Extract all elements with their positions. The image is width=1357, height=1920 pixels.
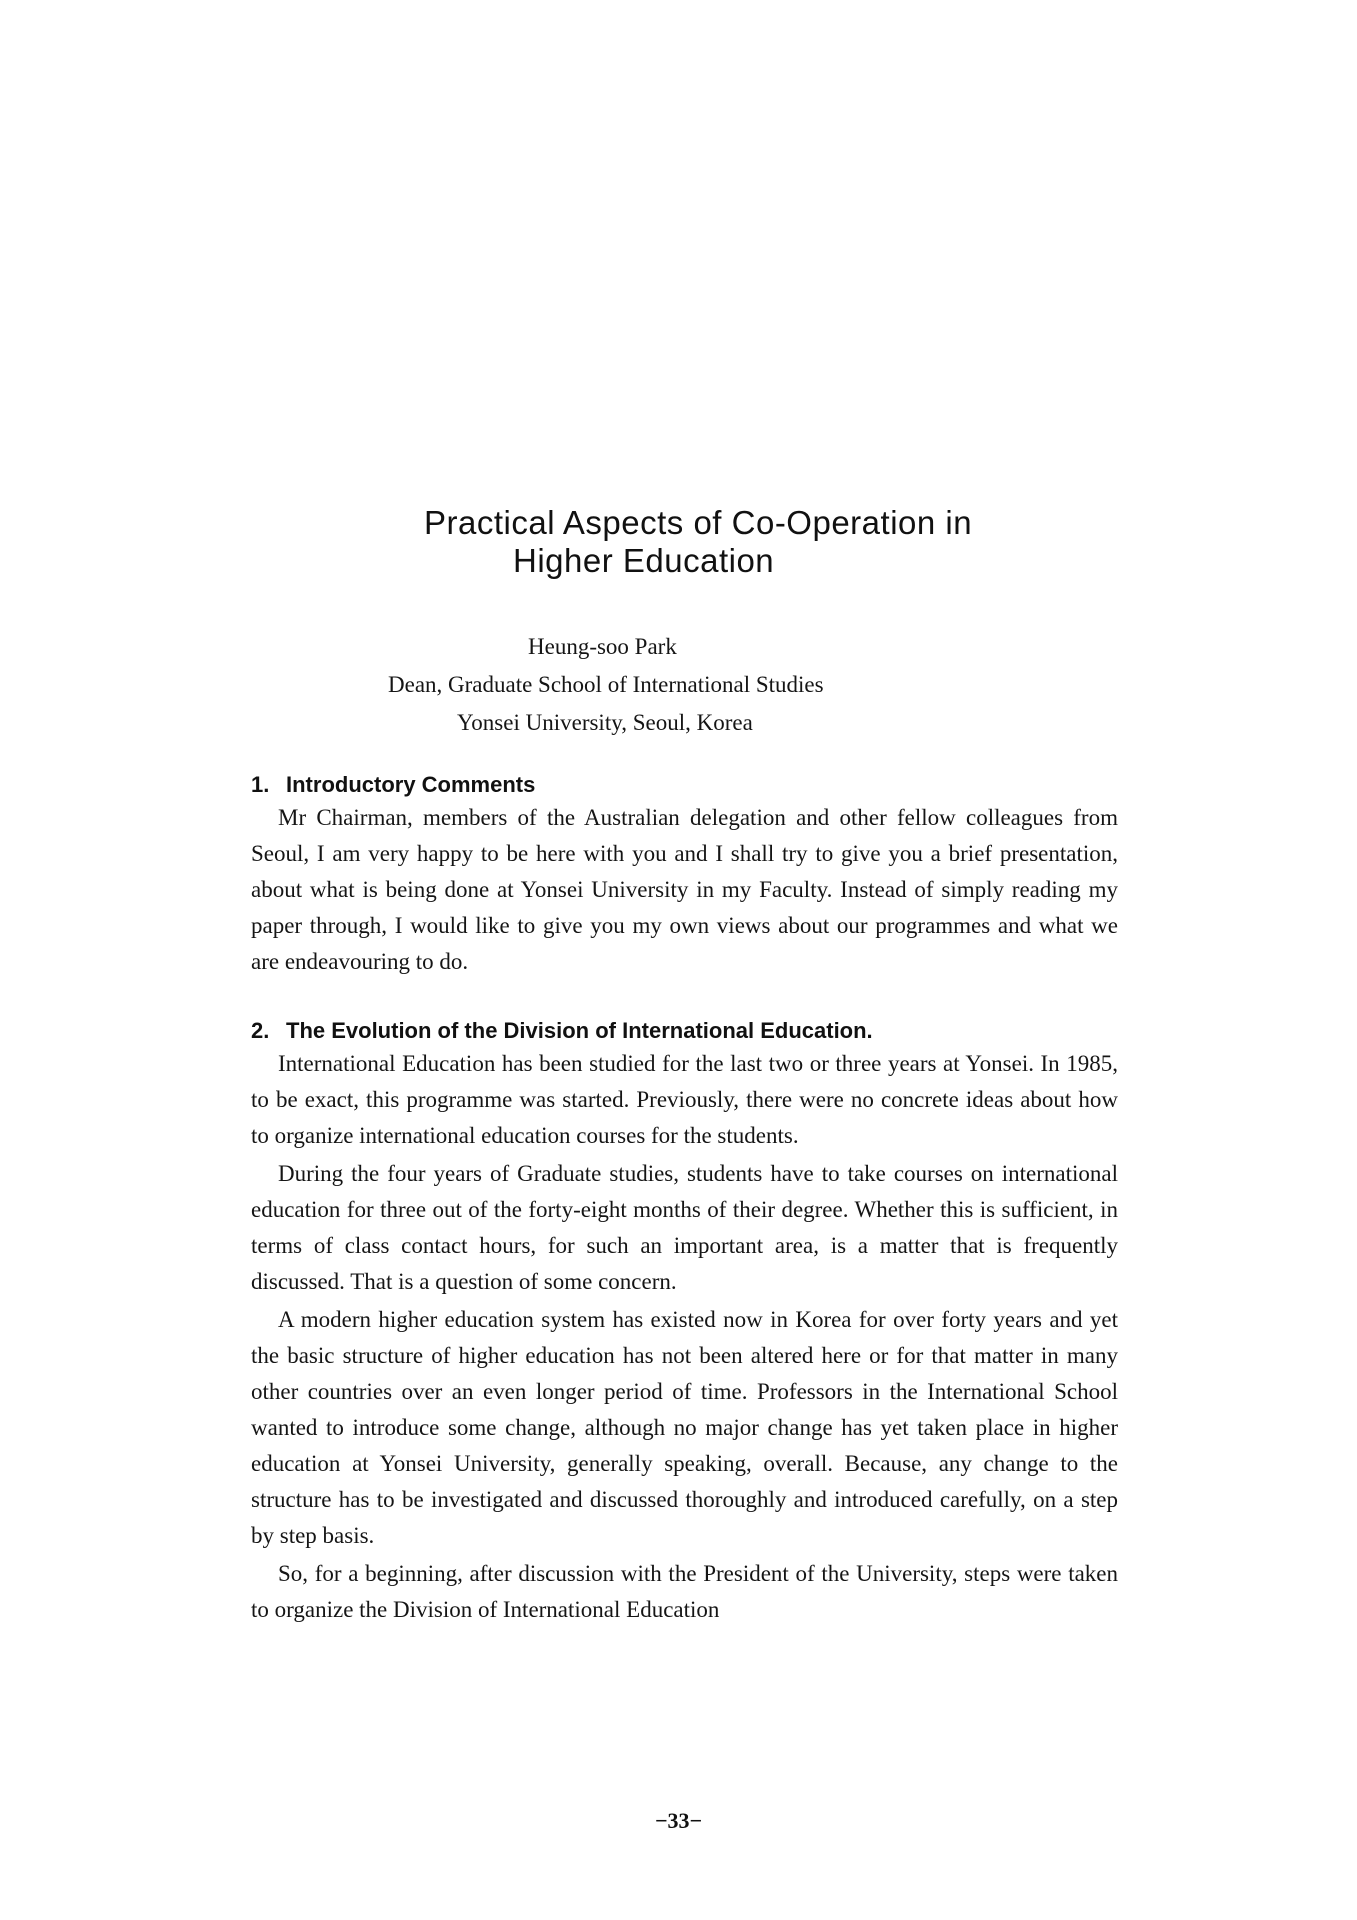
section-evolution-of-division <box>251 1016 1118 1628</box>
body-column <box>251 770 1118 1628</box>
section-title: Introductory Comments <box>286 772 536 797</box>
paragraph: Mr Chairman, members of the Australian delegation and other fellow colleagues from Seoul, I am very happy to be here with you and I shall try to give you a brief presentation, about what is being done at Yonsei University in my Faculty. Instead of simply reading my paper through, I would like to give you my own views about our programmes and what we are endeavouring to do. <box>251 805 1118 974</box>
section-heading <box>251 770 1118 800</box>
section-heading <box>251 1016 1118 1046</box>
byline <box>300 628 1060 742</box>
paper-title-line-2: Higher Education <box>513 542 775 579</box>
author-institution: Yonsei University, Seoul, Korea <box>457 710 753 735</box>
page-number: −33− <box>654 1808 703 1833</box>
author-name: Heung-soo Park <box>528 634 677 659</box>
section-introductory-comments <box>251 770 1118 980</box>
paper-title <box>300 504 1020 580</box>
section-number: 2. <box>251 1018 270 1043</box>
author-affiliation: Dean, Graduate School of International Studies <box>388 672 824 697</box>
paragraph: So, for a beginning, after discussion with the President of the University, steps were taken to organize the Division of International Education <box>251 1561 1118 1622</box>
paragraph: During the four years of Graduate studies, students have to take courses on international education for three out of the forty-eight months of their degree. Whether this is sufficient, in terms of class contact hours, for such an important area, is a matter that is frequently discussed. That is a question of some concern. <box>251 1161 1118 1294</box>
section-title: The Evolution of the Division of International Education. <box>286 1018 873 1043</box>
paragraph: A modern higher education system has existed now in Korea for over forty years and yet the basic structure of higher education has not been altered here or for that matter in many other countries over an even longer period of time. Professors in the International School wanted to introduce some change, although no major change has yet taken place in higher education at Yonsei University, generally speaking, overall. Because, any change to the structure has to be investigated and discussed thoroughly and introduced carefully, on a step by step basis. <box>251 1307 1118 1548</box>
paper-title-line-1: Practical Aspects of Co-Operation in <box>424 504 973 541</box>
paragraph: International Education has been studied for the last two or three years at Yonsei. In 1985, to be exact, this programme was started. Previously, there were no concrete ideas about how to organize international education courses for the students. <box>251 1051 1118 1148</box>
section-number: 1. <box>251 772 270 797</box>
